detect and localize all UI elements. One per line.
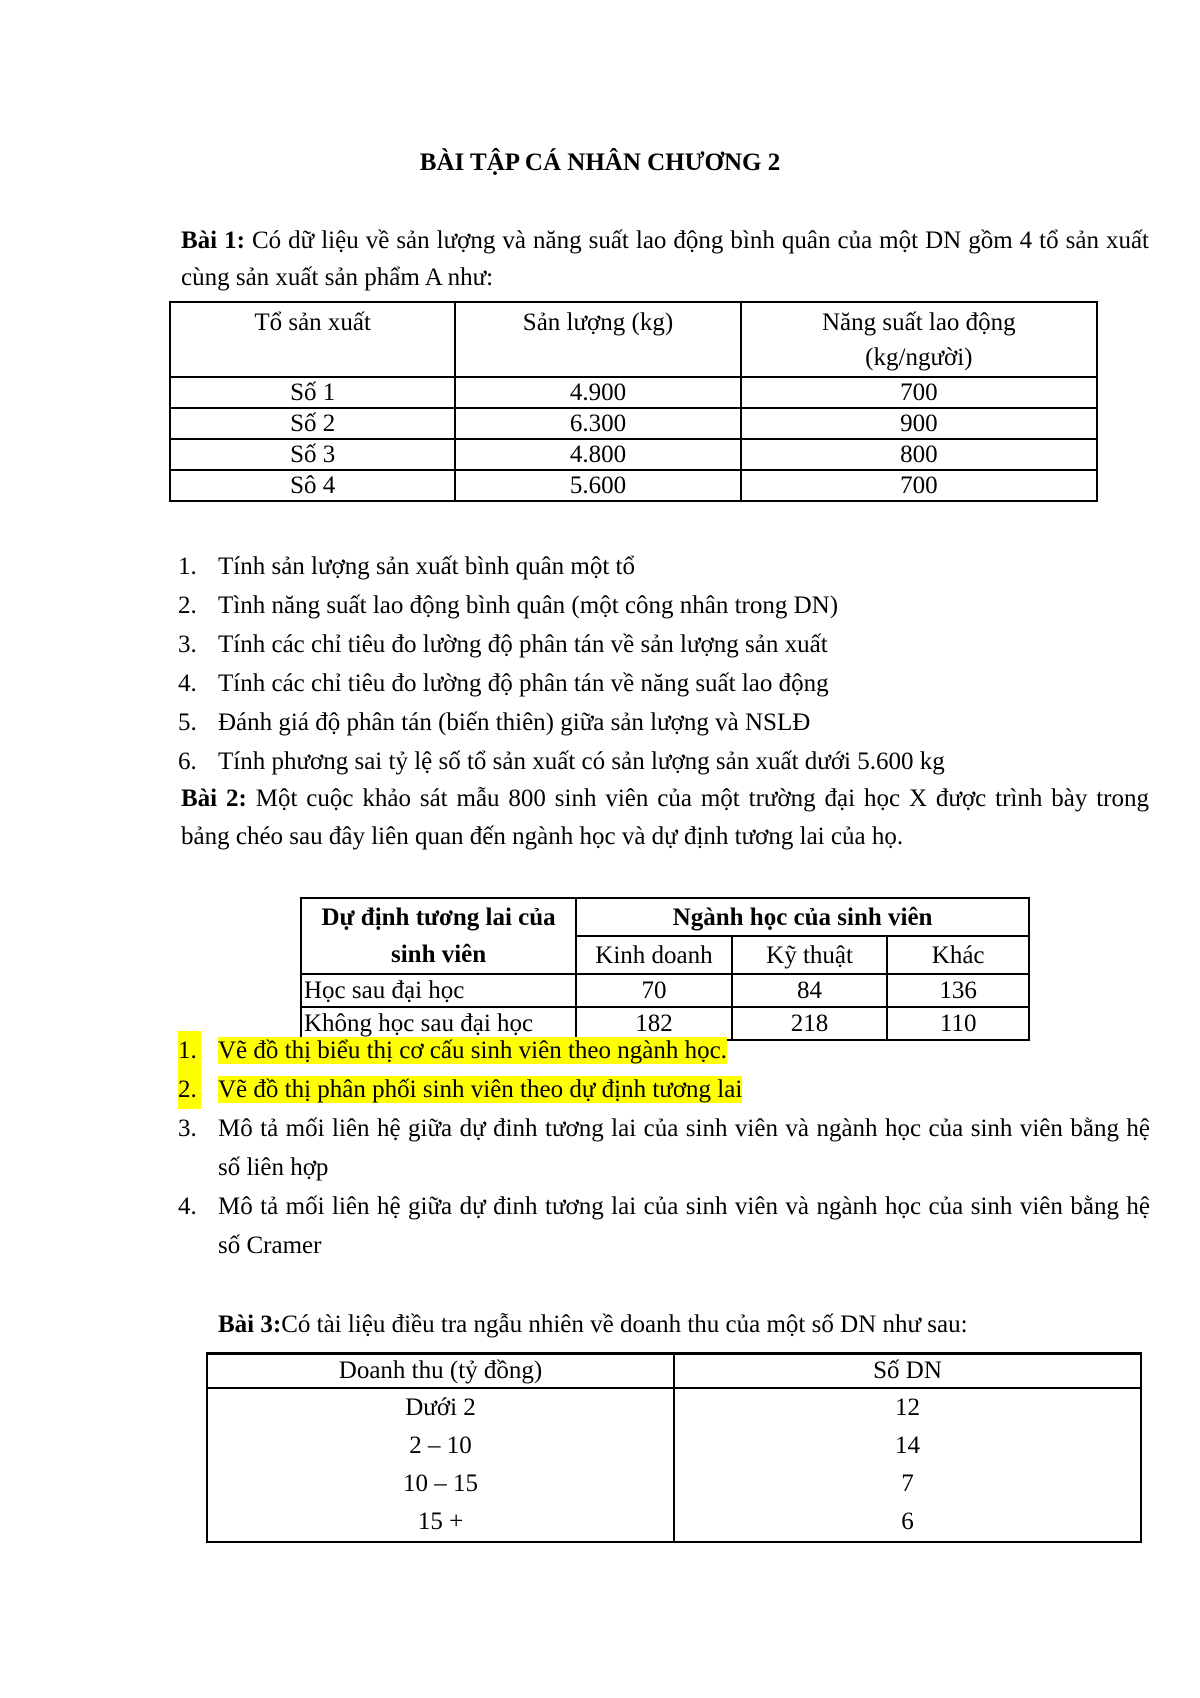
list-text: Vẽ đồ thị phân phối sinh viên theo dự định tương lai: [218, 1076, 743, 1103]
list-text: Mô tả mối liên hệ giữa dự đinh tương lai của sinh viên và ngành học của sinh viên bằng hệ số Cramer: [218, 1193, 1150, 1259]
table-row: [207, 1503, 1141, 1542]
table-row: [170, 439, 1097, 470]
exercise-1-intro: [181, 222, 1149, 296]
exercise-2-intro: [181, 780, 1149, 856]
exercise-1-label: Bài 1:: [181, 227, 245, 254]
table-cell: 70: [576, 974, 732, 1007]
row-label: Học sau đại học: [301, 974, 576, 1007]
table-cell: 15 +: [207, 1503, 674, 1542]
group-header: Ngành học của sinh viên: [576, 898, 1029, 936]
exercise-1-text: Có dữ liệu về sản lượng và năng suất lao động bình quân của một DN gồm 4 tổ sản xuất cùng sản xuất sản phẩm A như:: [181, 227, 1149, 291]
list-number: 3.: [178, 631, 197, 658]
list-item: [178, 1109, 1150, 1187]
table-cell: 900: [741, 408, 1097, 439]
header-cell: Số DN: [674, 1354, 1141, 1389]
list-item: [178, 703, 1150, 742]
table-row: [170, 408, 1097, 439]
table-row: [301, 974, 1029, 1007]
table-cell: 14: [674, 1427, 1141, 1465]
list-text: Tính sản lượng sản xuất bình quân một tổ: [218, 553, 636, 580]
table-cell: 218: [732, 1007, 888, 1040]
exercise-2-label: Bài 2:: [181, 785, 247, 812]
column-header: Kỹ thuật: [732, 936, 888, 974]
table-cell: 700: [741, 470, 1097, 501]
list-item: [178, 1070, 1150, 1109]
table-cell: Sô 4: [170, 470, 455, 501]
table-cell: 10 – 15: [207, 1465, 674, 1503]
table-cell: 7: [674, 1465, 1141, 1503]
table-row: [207, 1388, 1141, 1427]
list-item: [178, 664, 1150, 703]
exercise-3-intro: [218, 1306, 1148, 1343]
list-number: 1.: [178, 553, 197, 580]
list-number: 3.: [178, 1115, 197, 1142]
list-number: 5.: [178, 709, 197, 736]
table-cell: 5.600: [455, 470, 740, 501]
list-item: [178, 625, 1150, 664]
table-row: [170, 470, 1097, 501]
list-text: Vẽ đồ thị biểu thị cơ cấu sinh viên theo ngành học.: [218, 1037, 727, 1064]
page-title: BÀI TẬP CÁ NHÂN CHƯƠNG 2: [419, 149, 781, 176]
exercise-2-text: Một cuộc khảo sát mẫu 800 sinh viên của một trường đại học X được trình bày trong bảng chéo sau đây liên quan đến ngành học và dự định tương lai của họ.: [181, 785, 1150, 850]
list-text: Đánh giá độ phân tán (biến thiên) giữa sản lượng và NSLĐ: [218, 709, 811, 736]
column-header: Kinh doanh: [576, 936, 732, 974]
table-cell: 110: [887, 1007, 1029, 1040]
list-item: [178, 1031, 1150, 1070]
table-cell: Số 3: [170, 439, 455, 470]
list-number: 1.: [178, 1031, 201, 1070]
header-cell: Tổ sản xuất: [170, 302, 455, 377]
list-number: 2.: [178, 1070, 201, 1109]
list-text: Tình năng suất lao động bình quân (một công nhân trong DN): [218, 592, 839, 619]
table-cell: 700: [741, 377, 1097, 408]
header-cell: [741, 302, 1097, 377]
table-cell: Số 1: [170, 377, 455, 408]
revenue-table: [206, 1352, 1142, 1543]
table-cell: Dưới 2: [207, 1388, 674, 1427]
exercise-1-questions: [178, 547, 1150, 781]
header-line: Năng suất lao động: [821, 309, 1016, 336]
table-cell: 6.300: [455, 408, 740, 439]
table-cell: 4.900: [455, 377, 740, 408]
row-label: Không học sau đại học: [301, 1007, 576, 1040]
table-row: [170, 377, 1097, 408]
list-text: Tính các chỉ tiêu đo lường độ phân tán về năng suất lao động: [218, 670, 829, 697]
table-row: [207, 1427, 1141, 1465]
list-number: 4.: [178, 1193, 197, 1220]
table-header-row: [207, 1354, 1141, 1389]
header-cell: Sản lượng (kg): [455, 302, 740, 377]
table-header-row: [170, 302, 1097, 377]
table-row: [207, 1465, 1141, 1503]
list-number: 4.: [178, 670, 197, 697]
list-item: [178, 742, 1150, 781]
table-cell: 4.800: [455, 439, 740, 470]
list-text: Tính các chỉ tiêu đo lường độ phân tán về sản lượng sản xuất: [218, 631, 828, 658]
header-line: (kg/người): [865, 344, 973, 371]
table-cell: 2 – 10: [207, 1427, 674, 1465]
list-text: Mô tả mối liên hệ giữa dự đinh tương lai của sinh viên và ngành học của sinh viên bằng hệ số liên hợp: [218, 1115, 1150, 1181]
exercise-3-label: Bài 3:: [218, 1311, 282, 1338]
list-item: [178, 586, 1150, 625]
table-cell: 6: [674, 1503, 1141, 1542]
table-header-row: [301, 898, 1029, 936]
column-header: Khác: [887, 936, 1029, 974]
table-cell: 800: [741, 439, 1097, 470]
crosstab-table: [300, 897, 1030, 1041]
table-cell: 136: [887, 974, 1029, 1007]
table-cell: Số 2: [170, 408, 455, 439]
corner-header: Dự định tương lai của sinh viên: [301, 898, 576, 974]
exercise-3-text: Có tài liệu điều tra ngẫu nhiên về doanh thu của một số DN như sau:: [281, 1311, 968, 1338]
exercise-2-questions: [178, 1031, 1150, 1265]
production-table: [169, 301, 1098, 502]
table-cell: 12: [674, 1388, 1141, 1427]
list-item: [178, 1187, 1150, 1265]
table-cell: 84: [732, 974, 888, 1007]
list-item: [178, 547, 1150, 586]
list-number: 6.: [178, 748, 197, 775]
header-cell: Doanh thu (tỷ đồng): [207, 1354, 674, 1389]
table-cell: 182: [576, 1007, 732, 1040]
list-text: Tính phương sai tỷ lệ số tổ sản xuất có sản lượng sản xuất dưới 5.600 kg: [218, 748, 945, 775]
list-number: 2.: [178, 592, 197, 619]
